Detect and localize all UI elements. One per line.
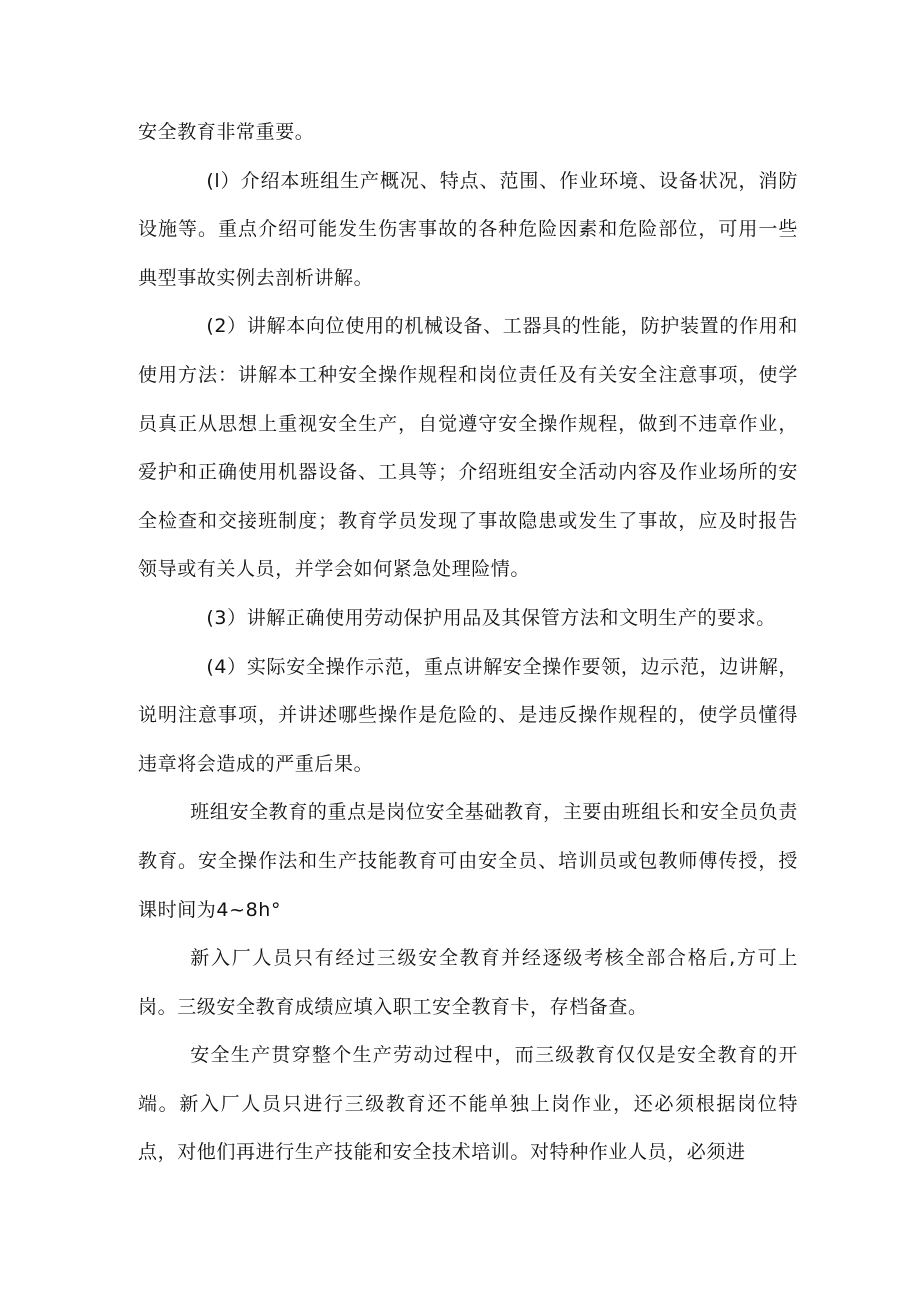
paragraph-team-education: 班组安全教育的重点是岗位安全基础教育，主要由班组长和安全员负责教育。安全操作法和生产技能教育可由安全员、培训员或包教师傅传授，授课时间为4~8h° <box>138 801 798 921</box>
paragraph-safety-production: 安全生产贯穿整个生产劳动过程中，而三级教育仅仅是安全教育的开端。新入厂人员只进行三级教育还不能单独上岗作业，还必须根据岗位特点，对他们再进行生产技能和安全技术培训。对特种作业人员，必须进 <box>138 1044 798 1164</box>
paragraph-item-2: (2）讲解本向位使用的机械设备、工器具的性能，防护装置的作用和使用方法：讲解本工种安全操作规程和岗位责任及有关安全注意事项，使学员真正从思想上重视安全生产，自觉遵守安全操作规程，做到不违章作业，爱护和正确使用机器设备、工具等；介绍班组安全活动内容及作业场所的安全检查和交接班制度；教育学员发现了事故隐患或发生了事故，应及时报告领导或有关人员，并学会如何紧急处理险情。 <box>138 315 798 581</box>
paragraph-item-3: (3）讲解正确使用劳动保护用品及其保管方法和文明生产的要求。 <box>206 606 776 629</box>
paragraph-item-4: (4）实际安全操作示范，重点讲解安全操作要领，边示范，边讲解，说明注意事项，并讲述哪些操作是危险的、是违反操作规程的，使学员懂得违章将会造成的严重后果。 <box>138 655 798 775</box>
document-body <box>138 108 798 1177</box>
paragraph-item-1: (l）介绍本班组生产概况、特点、范围、作业环境、设备状况，消防设施等。重点介绍可能发生伤害事故的各种危险因素和危险部位，可用一些典型事故实例去剖析讲解。 <box>138 169 798 289</box>
paragraph-new-staff: 新入厂人员只有经过三级安全教育并经逐级考核全部合格后,方可上岗。三级安全教育成绩应填入职工安全教育卡，存档备查。 <box>138 947 798 1018</box>
paragraph-intro-continued: 安全教育非常重要。 <box>138 121 315 143</box>
